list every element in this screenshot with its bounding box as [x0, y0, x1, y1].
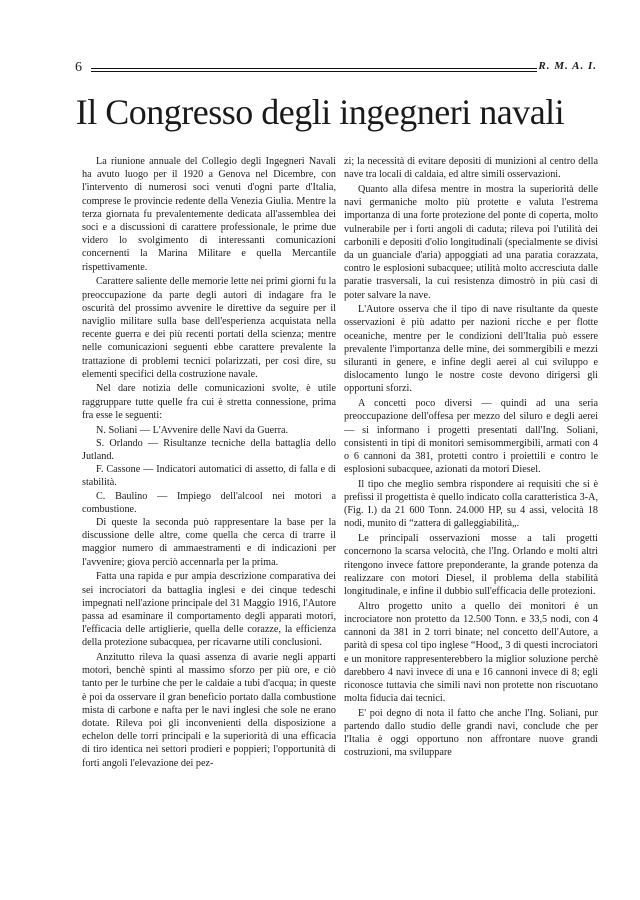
paragraph: La riunione annuale del Collegio degli Ingegneri Navali ha avuto luogo per il 1920 a Genova nel Dicembre, con l'intervento di numerosi soci venuti d'ogni parte d'Italia, comprese le provincie redente della Venezia Giulia. Mentre la terza giornata fu prevalentemente dedicata all'assemblea dei soci e a discussioni di carattere professionale, le prime due videro lo svolgimento di interessanti comunicazioni concernenti la Marina Militare e quella Mercantile rispettivamente.: [82, 156, 336, 273]
paragraph: Di queste la seconda può rappresentare la base per la discussione delle altre, come quella che cerca di trarre il maggior numero di ammaestramenti e di indicazioni per l'avvenire; giova perciò accennarla per la prima.: [82, 516, 336, 568]
list-item: N. Soliani — L'Avvenire delle Navi da Guerra.: [96, 424, 289, 436]
paragraph: Nel dare notizia delle comunicazioni svolte, è utile raggruppare tutte quelle fra cui è stretta connessione, prima fra esse le seguenti:: [82, 383, 336, 421]
header-rule: [91, 68, 537, 72]
paragraph: Il tipo che meglio sembra rispondere ai requisiti che si è prefissi il progettista è quello indicato colla caratteristica 3-A, (Fig. I.) da 21 600 Tonn. 24.000 HP, su 4 assi, velocità 18 nodi, munito di “zattera di galleggiabilità„.: [344, 478, 598, 530]
list-item: F. Cassone — Indicatori automatici di assetto, di falla e di stabilità.: [82, 464, 336, 489]
list-item: C. Baulino — Impiego dell'alcool nei motori a combustione.: [82, 490, 336, 515]
article-title: Il Congresso degli ingegneri navali: [75, 92, 565, 132]
left-column: [82, 155, 336, 771]
running-header: [75, 60, 597, 80]
paragraph: Altro progetto unito a quello dei monitori è un incrociatore non protetto da 12.500 Tonn. e 33,5 nodi, con 4 cannoni da 381 in 2 torri binate; nel concetto dell'Autore, a parità di spesa col tipo inglese “Hood„ 3 di questi incrociatori e un monitore rappresenterebbero la miglior soluzione perchè darebbero 4 navi invece di una e 16 cannoni invece di 8; egli riconosce tuttavia che simili navi non protette non riscuotano molta fiducia dai tecnici.: [344, 600, 598, 705]
paragraph: Carattere saliente delle memorie lette nei primi giorni fu la preoccupazione da parte degli autori di indagare fra le oscurità del prossimo avvenire le direttive da seguire per il naviglio militare sulla base dell'esperienza acquistata nella recente guerra e dei più recenti portati della scienza; mentre nelle comunicazioni seguenti ebbe carattere prevalente la trattazione di problemi tecnici polarizzati, per così dire, su elementi specifici della costruzione navale.: [82, 276, 336, 380]
paragraph: E' poi degno di nota il fatto che anche l'Ing. Soliani, pur partendo dallo studio delle grandi navi, conclude che per l'Italia è oggi opportuno non affrontare nuove grandi costruzioni, ma sviluppare: [344, 707, 598, 759]
paragraph: Fatta una rapida e pur ampia descrizione comparativa dei sei incrociatori da battaglia inglesi e dei cinque tedeschi impegnati nell'azione principale del 31 Maggio 1916, l'Autore passa ad esaminare il comportamento degli apparati motori, l'efficacia delle artiglierie, quella delle corazze, la efficienza della protezione subacquea, per ricavarne utili conclusioni.: [82, 571, 336, 649]
paragraph: Quanto alla difesa mentre in mostra la superiorità delle navi germaniche molto più protette e valuta l'estrema importanza di una forte protezione del ponte di coperta, molto vulnerabile per i forti angoli di caduta; rileva poi l'utilità dei carbonili e depositi d'olio longitudinali (specialmente se divisi da un guanciale d'aria) appoggiati ad una paratia corazzata, contro le esplosioni subacquee; utilità molto accresciuta dalle paratie trasversali, la cui resistenza dimostrò in più casi di poter salvare la nave.: [344, 183, 598, 301]
paragraph: Anzitutto rileva la quasi assenza di avarie negli apparti motori, benchè spinti al massimo sforzo per più ore, e ciò tanto per le turbine che per le caldaie a tubi d'acqua; in queste è poi da osservare il gran beneficio portato dalla combustione mista di carbone e nafta per le navi inglesi che sole ne erano dotate. Rileva poi gli inconvenienti della disposizione a echelon delle torri principali e la superiorità di una efficacia di tiro identica nei settori prodieri e poppieri; l'opportunità di forti angoli l'elevazione dei pez-: [82, 652, 336, 769]
paragraph: A concetti poco diversi — quindi ad una seria preoccupazione dell'offesa per mezzo del siluro e degli aerei — si informano i progetti presentati dall'Ing. Soliani, consistenti in tipi di monitori semisommergibili, armati con 4 o 6 cannoni da 381, protetti contro i proiettili e contro le esplosioni subacquee, azionati da motori Diesel.: [344, 398, 598, 476]
paragraph: L'Autore osserva che il tipo di nave risultante da queste osservazioni è più adatto per nazioni ricche e per flotte oceaniche, mentre per le condizioni dell'Italia può essere prevalente l'importanza delle mine, dei sommergibili e mezzi siluranti in genere, e infine degli aerei al cui sviluppo e dislocamento lungo le nostre coste devono dirigersi gli opportuni sforzi.: [344, 304, 598, 395]
paragraph: Le principali osservazioni mosse a tali progetti concernono la scarsa velocità, che l'Ing. Orlando e molti altri ritengono invece fattore preponderante, la grande potenza da realizzare con motori Diesel, il problema della stabilità longitudinale, e infine il dubbio sull'efficacia delle protezioni.: [344, 533, 598, 597]
paragraph: zi; la necessità di evitare depositi di munizioni al centro della nave tra locali di caldaia, ed altre simili osservazioni.: [344, 156, 598, 181]
list-item: S. Orlando — Risultanze tecniche della battaglia dello Jutland.: [82, 437, 336, 462]
journal-name: R. M. A. I.: [538, 60, 597, 72]
right-column: [344, 155, 598, 761]
page-number: 6: [75, 60, 82, 75]
